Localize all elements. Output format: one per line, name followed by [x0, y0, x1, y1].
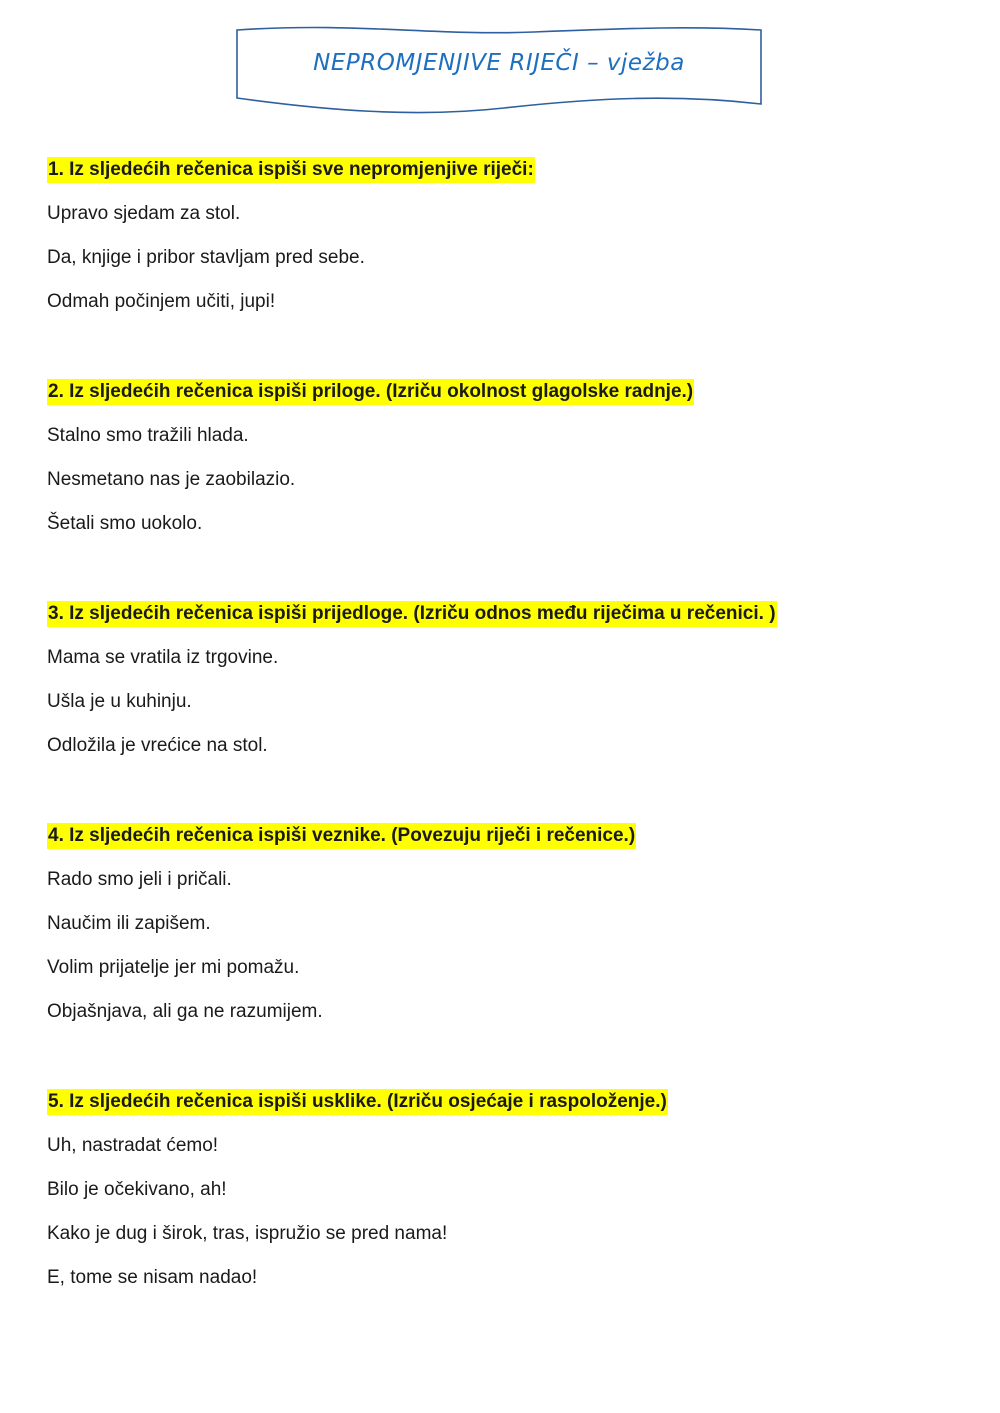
exercise-sentence: Uh, nastradat ćemo! — [47, 1135, 219, 1156]
exercise-heading: 2. Iz sljedećih rečenica ispiši priloge. (Izriču okolnost glagolske radnje.) — [47, 379, 694, 405]
exercise-sentence: Ušla je u kuhinju. — [47, 691, 192, 712]
exercise-section-5 — [47, 1089, 947, 1291]
exercise-section-2 — [47, 379, 947, 537]
exercise-sentence: Mama se vratila iz trgovine. — [47, 647, 279, 668]
exercise-section-4 — [47, 823, 947, 1025]
exercise-sentence: Odložila je vrećice na stol. — [47, 735, 268, 756]
exercise-sentence: Odmah počinjem učiti, jupi! — [47, 291, 276, 312]
exercise-sentence: Da, knjige i pribor stavljam pred sebe. — [47, 247, 365, 268]
exercise-section-1 — [47, 157, 947, 315]
exercise-heading: 3. Iz sljedećih rečenica ispiši prijedloge. (Izriču odnos među riječima u rečenici. ) — [47, 601, 777, 627]
exercise-sentence: Stalno smo tražili hlada. — [47, 425, 249, 446]
exercise-sentence: Objašnjava, ali ga ne razumijem. — [47, 1001, 323, 1022]
page-title: NEPROMJENJIVE RIJEČI – vježba — [313, 50, 685, 76]
exercise-heading: 4. Iz sljedećih rečenica ispiši veznike. (Povezuju riječi i rečenice.) — [47, 823, 636, 849]
exercise-sentence: Nesmetano nas je zaobilazio. — [47, 469, 296, 490]
exercise-sentence: Rado smo jeli i pričali. — [47, 869, 232, 890]
title-banner — [234, 24, 764, 114]
exercise-sentence: E, tome se nisam nadao! — [47, 1267, 258, 1288]
exercise-sentence: Volim prijatelje jer mi pomažu. — [47, 957, 300, 978]
exercise-heading: 1. Iz sljedećih rečenica ispiši sve nepromjenjive riječi: — [47, 157, 535, 183]
exercise-sentence: Naučim ili zapišem. — [47, 913, 211, 934]
exercise-section-3 — [47, 601, 947, 759]
exercise-heading: 5. Iz sljedećih rečenica ispiši usklike. (Izriču osjećaje i raspoloženje.) — [47, 1089, 668, 1115]
exercise-sentence: Upravo sjedam za stol. — [47, 203, 241, 224]
exercise-sentence: Kako je dug i širok, tras, ispružio se pred nama! — [47, 1223, 448, 1244]
exercise-sentence: Bilo je očekivano, ah! — [47, 1179, 227, 1200]
exercise-sentence: Šetali smo uokolo. — [47, 513, 203, 534]
